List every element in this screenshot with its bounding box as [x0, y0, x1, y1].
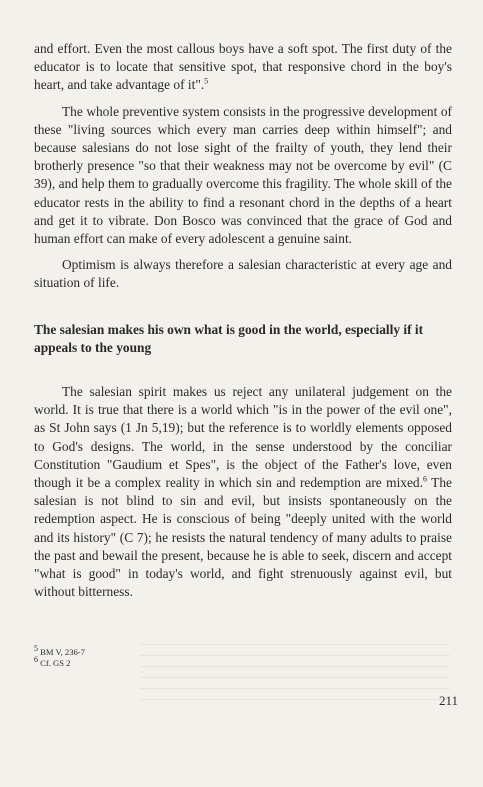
footnote-ref: 6: [422, 474, 427, 484]
footnotes: [34, 644, 334, 670]
footnote-text: Cf. GS 2: [40, 658, 71, 669]
footnote-ref: 5: [204, 76, 209, 86]
footnote: [34, 655, 334, 669]
paragraph-text: and effort. Even the most callous boys have a soft spot. The first duty of the educator is to locate that sensitive spot, that responsive chord in the boy's heart, and take advantage of it".: [34, 41, 452, 93]
paragraph: [34, 40, 452, 95]
paragraph-text: The salesian is not blind to sin and evil, but insists spontaneously on the redemption aspect. He is conscious of being "deeply united with the world and its history" (C 7); he resists the natural tendency of many adults to praise the past and bewail the present, because he is able to seek, discern and accept "what is good" in today's world, and fight strenuously against evil, but without bitterness.: [34, 475, 452, 600]
body-text: [34, 40, 452, 601]
paragraph: [34, 383, 452, 601]
footnote-text: BM V, 236-7: [40, 647, 85, 657]
footnote: [34, 644, 334, 658]
page-number: 211: [438, 693, 458, 708]
section-heading: The salesian makes his own what is good in the world, especially if it appeals to the young: [34, 321, 424, 355]
paragraph-text: The salesian spirit makes us reject any unilateral judgement on the world. It is true that there is a world which "is in the power of the evil one", as St John says (1 Jn 5,19); but the reference is to worldly elements opposed to God's designs. The world, in the sense understood by the conciliar Constitution "Gaudium et Spes", is the object of the Father's love, even though it be a complex reality in which sin and redemption are mixed.: [34, 384, 452, 491]
footnote-number: 5: [34, 644, 38, 654]
footnote-number: 6: [34, 655, 38, 665]
paragraph: The whole preventive system consists in the progressive development of these "living sources which every man carries deep within himself"; and because salesians do not lose sight of the frailty of youth, they lend their brotherly presence "so that their weakness may not be overcome by evil" (C 39), and help them to gradually overcome this fragility. The whole skill of the educator rests in the ability to find a resonant chord in the depths of a heart and get it to vibrate. Don Bosco was convinced that the grace of God and human effort can make of every adolescent a genuine saint.: [34, 103, 452, 247]
paragraph: Optimism is always therefore a salesian characteristic at every age and situation of life.: [34, 257, 452, 291]
